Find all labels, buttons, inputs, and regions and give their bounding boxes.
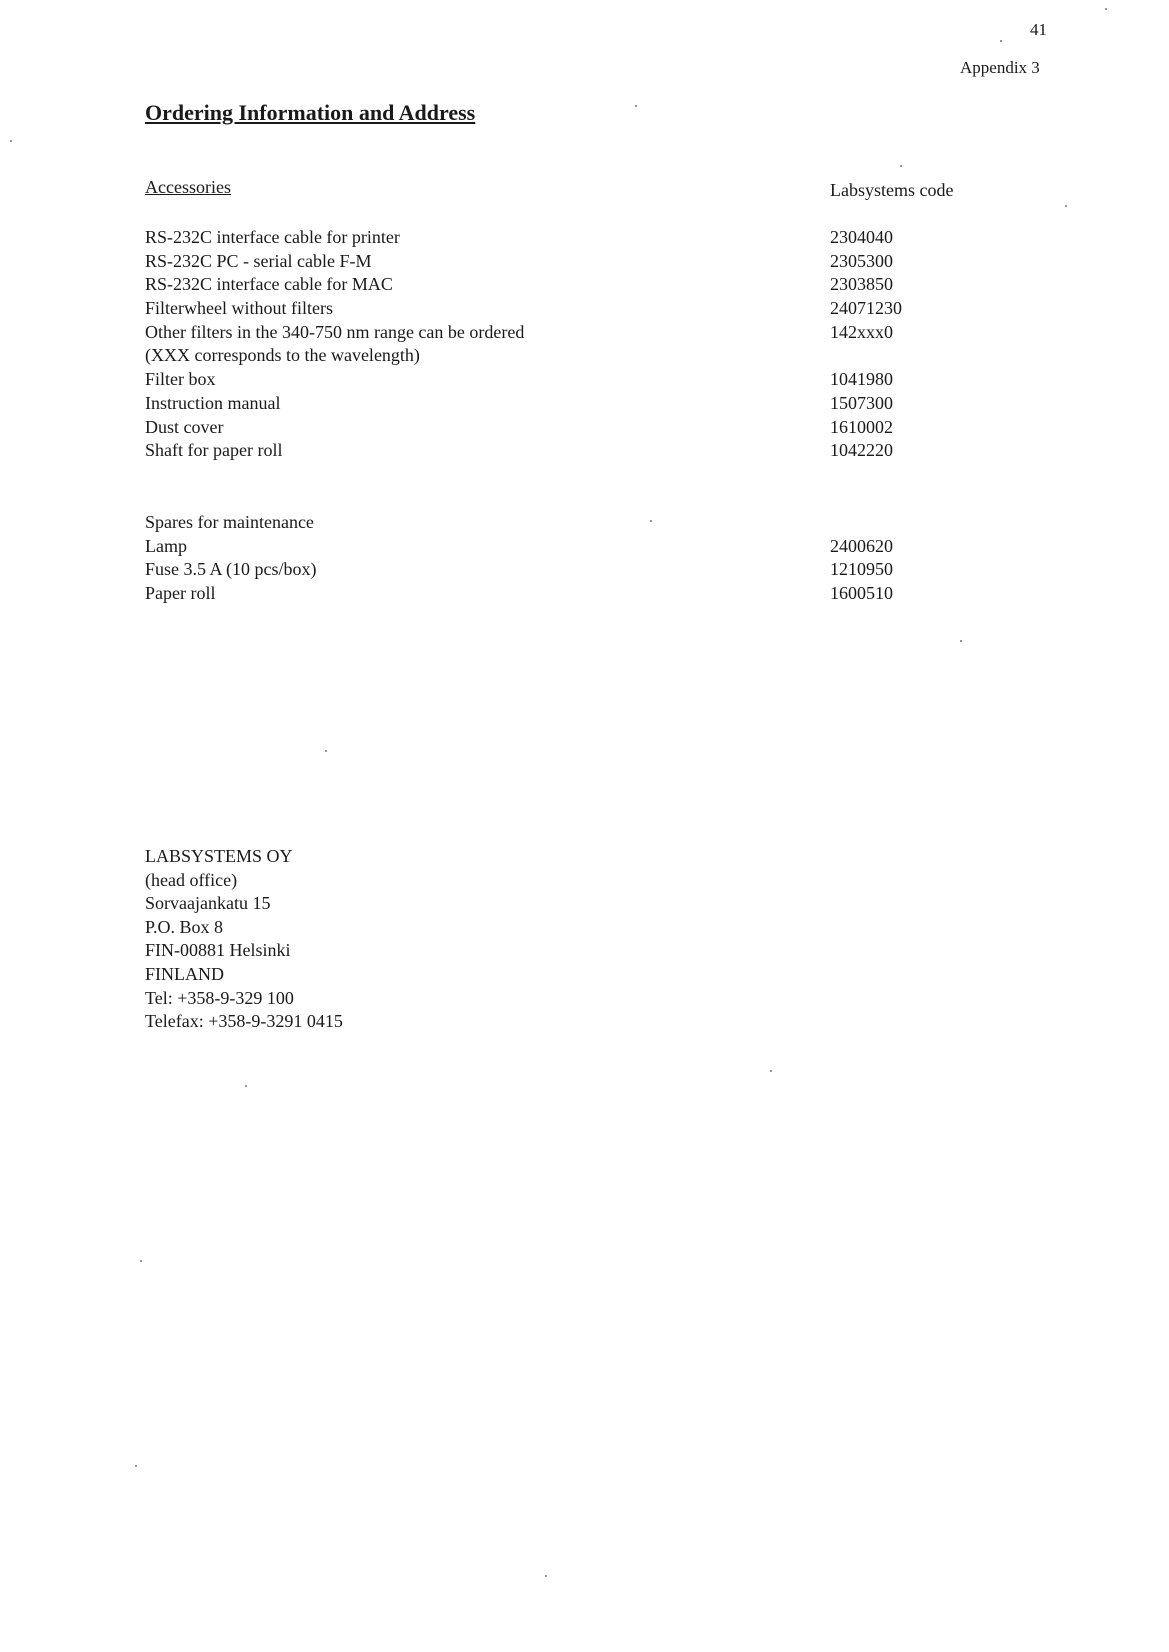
scan-speck xyxy=(650,520,652,522)
appendix-label: Appendix 3 xyxy=(960,58,1040,77)
item-code: 142xxx0 xyxy=(830,321,893,342)
item-code: 1041980 xyxy=(830,369,893,390)
item-code: 2400620 xyxy=(830,535,893,556)
spares-list xyxy=(145,511,1045,606)
address-line: (head office) xyxy=(145,869,238,890)
scan-speck xyxy=(1065,205,1067,207)
scan-speck xyxy=(10,140,12,142)
spares-heading: Spares for maintenance xyxy=(145,512,314,532)
list-item xyxy=(145,511,1045,535)
item-description: Lamp xyxy=(145,535,187,556)
scan-speck xyxy=(770,1070,772,1072)
list-item xyxy=(145,250,1045,274)
item-description: RS-232C PC - serial cable F-M xyxy=(145,250,372,271)
scan-speck xyxy=(140,1260,142,1262)
address-line: LABSYSTEMS OY xyxy=(145,846,293,866)
list-item xyxy=(145,416,1045,440)
item-code: 1210950 xyxy=(830,559,893,580)
item-description: Dust cover xyxy=(145,416,224,437)
item-description: Instruction manual xyxy=(145,392,281,413)
item-code: 2303850 xyxy=(830,274,893,295)
page-title: Ordering Information and Address xyxy=(145,100,476,125)
item-description: Other filters in the 340-750 nm range can be ordered xyxy=(145,321,525,342)
address-line: Telefax: +358-9-3291 0415 xyxy=(145,1011,343,1032)
address-line: P.O. Box 8 xyxy=(145,916,224,937)
list-item xyxy=(145,558,1045,582)
address-line: FIN-00881 Helsinki xyxy=(145,940,291,961)
list-item xyxy=(145,297,1045,321)
list-item xyxy=(145,226,1045,250)
code-column-heading: Labsystems code xyxy=(830,180,954,200)
scan-speck xyxy=(1105,8,1107,10)
scan-speck xyxy=(900,165,902,167)
item-code: 1600510 xyxy=(830,583,893,604)
list-item xyxy=(145,368,1045,392)
list-item xyxy=(145,535,1045,559)
company-address xyxy=(145,845,343,1034)
address-line: FINLAND xyxy=(145,963,224,984)
item-code: 2305300 xyxy=(830,250,893,271)
item-code: 1610002 xyxy=(830,416,893,437)
item-description: Filter box xyxy=(145,369,216,390)
item-description: Shaft for paper roll xyxy=(145,440,283,461)
item-code: 2304040 xyxy=(830,227,893,247)
list-item xyxy=(145,273,1045,297)
list-item xyxy=(145,439,1045,463)
address-line: Sorvaajankatu 15 xyxy=(145,893,271,914)
list-item xyxy=(145,321,1045,345)
scan-speck xyxy=(545,1575,547,1577)
scan-speck xyxy=(960,640,962,642)
accessories-heading: Accessories xyxy=(145,177,231,197)
scan-speck xyxy=(325,750,327,752)
list-item xyxy=(145,392,1045,416)
address-line: Tel: +358-9-329 100 xyxy=(145,987,294,1008)
item-description: Fuse 3.5 A (10 pcs/box) xyxy=(145,559,317,580)
scan-speck xyxy=(245,1085,247,1087)
scan-speck xyxy=(135,1465,137,1467)
scan-speck xyxy=(1000,40,1002,42)
item-description: Filterwheel without filters xyxy=(145,298,333,319)
item-code: 1042220 xyxy=(830,440,893,461)
accessories-list xyxy=(145,226,1045,463)
item-description: RS-232C interface cable for MAC xyxy=(145,274,393,295)
item-description: (XXX corresponds to the wavelength) xyxy=(145,345,420,366)
item-description: Paper roll xyxy=(145,583,216,604)
item-code: 1507300 xyxy=(830,392,893,413)
list-item xyxy=(145,344,1045,368)
item-code: 24071230 xyxy=(830,298,902,319)
scan-speck xyxy=(635,105,637,107)
list-item xyxy=(145,582,1045,606)
item-description: RS-232C interface cable for printer xyxy=(145,227,400,247)
page-number: 41 xyxy=(1030,20,1047,39)
